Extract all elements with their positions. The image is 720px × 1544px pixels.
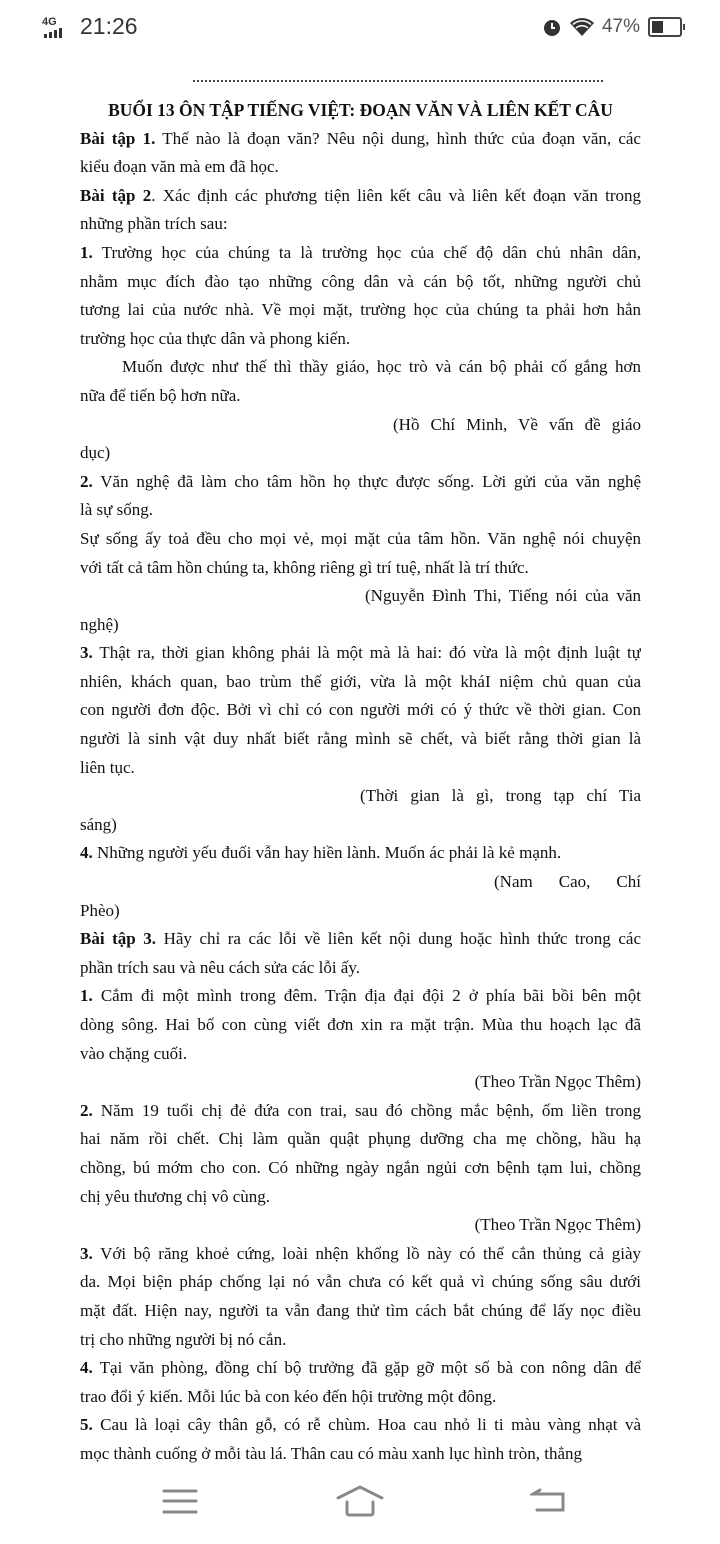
text-line — [80, 754, 641, 783]
signal-icon — [44, 28, 62, 38]
text-line — [80, 954, 641, 983]
text-line — [80, 1297, 641, 1326]
text-line — [80, 897, 641, 926]
text-line — [80, 1125, 641, 1154]
text-line — [80, 639, 641, 668]
line-text: Thật ra, thời gian không phải là một mà là hai: đó vừa là một định luật tự — [92, 643, 641, 663]
text-line — [80, 439, 641, 468]
line-text: với tất cả tâm hồn chúng ta, không riêng gì trí tuệ, nhất là trí thức. — [80, 557, 529, 577]
exercise-label: 5. — [80, 1415, 93, 1435]
text-line — [80, 1411, 641, 1440]
line-text: Muốn được như thế thì thầy giáo, học trò và cán bộ phải cố gắng hơn — [122, 357, 641, 377]
line-text: tương lai của nước nhà. Về mọi mặt, trường học của chúng ta phải hơn hẳn — [80, 300, 641, 320]
text-line — [80, 1268, 641, 1297]
line-text: Trường học của chúng ta là trường học của chế độ dân chủ nhân dân, — [92, 242, 641, 262]
line-text: Với bộ răng khoẻ cứng, loài nhện khổng lồ này có thể cắn thủng cả giày — [92, 1243, 641, 1263]
text-line — [80, 925, 641, 954]
line-text: Cắm đi một mình trong đêm. Trận địa đại đội 2 ở phía bãi bồi bên một — [92, 986, 641, 1006]
text-line — [80, 1068, 641, 1097]
exercise-label: 1. — [80, 986, 93, 1006]
text-line — [80, 839, 641, 868]
paragraph-para — [80, 239, 641, 353]
line-text: người là sinh vật duy nhất biết rằng mình sẽ chết, và biết rằng thời gian là — [80, 729, 641, 749]
line-text: trao đổi ý kiến. Mỗi lúc bà con kéo đến hội trường một đông. — [80, 1386, 497, 1406]
line-text: . Xác định các phương tiện liên kết câu và liên kết đoạn văn trong — [151, 185, 641, 205]
paragraph-para — [80, 1097, 641, 1211]
line-text: Phèo) — [80, 900, 120, 920]
text-line — [80, 582, 641, 611]
text-line — [80, 496, 641, 525]
home-icon[interactable] — [335, 1484, 385, 1518]
network-type: 4G — [42, 16, 57, 28]
paragraph-para — [80, 982, 641, 1068]
text-line — [80, 611, 641, 640]
line-text: (Thời gian là gì, trong tạp chí Tia — [360, 786, 641, 806]
text-line — [80, 525, 641, 554]
clock: 21:26 — [80, 13, 138, 39]
paragraph-cite — [80, 868, 641, 925]
paragraph-para — [80, 182, 641, 239]
text-line — [80, 153, 641, 182]
text-line — [80, 1383, 641, 1412]
paragraph-cite — [80, 411, 641, 468]
line-text: kiểu đoạn văn mà em đã học. — [80, 157, 279, 177]
exercise-label: 3. — [80, 1243, 93, 1263]
document-page — [80, 96, 641, 1469]
line-text: da. Mọi biện pháp chống lại nó vẫn chưa có kết quả vì chúng sống sâu dưới — [80, 1272, 641, 1292]
navigation-bar — [0, 1470, 720, 1544]
back-icon[interactable] — [530, 1486, 568, 1516]
line-text: Những người yếu đuối vẫn hay hiền lành. Muốn ác phải là kẻ mạnh. — [92, 843, 562, 863]
paragraph-indent — [80, 353, 641, 410]
line-text: (Nam Cao, Chí — [494, 872, 641, 892]
paragraph-para — [80, 1411, 641, 1468]
line-text: con người đơn độc. Bởi vì chỉ có con người mới có ý thức về thời gian. Con — [80, 700, 641, 720]
text-line — [80, 868, 641, 897]
wifi-icon — [570, 17, 594, 37]
line-text: (Theo Trần Ngọc Thêm) — [474, 1072, 641, 1092]
line-text: mọc thành cuống ở mỗi tàu lá. Thân cau có màu xanh lục hình tròn, thẳng — [80, 1443, 583, 1463]
text-line — [80, 182, 641, 211]
text-line — [80, 353, 641, 382]
line-text: nghệ) — [80, 614, 119, 634]
dotted-divider — [193, 80, 603, 82]
line-text: Sự sống ấy toả đều cho mọi vẻ, mọi mặt của tâm hồn. Văn nghệ nói chuyện — [80, 528, 641, 548]
document-body — [80, 125, 641, 1469]
document-title: BUỔI 13 ÔN TẬP TIẾNG VIỆT: ĐOẠN VĂN VÀ LIÊN KẾT CÂU — [108, 100, 613, 120]
line-text: Cau là loại cây thân gỗ, có rễ chùm. Hoa cau nhỏ li ti màu vàng nhạt và — [92, 1415, 641, 1435]
menu-icon[interactable] — [162, 1488, 198, 1516]
line-text: Hãy chỉ ra các lỗi về liên kết nội dung hoặc hình thức trong các — [156, 929, 641, 949]
text-line — [80, 1440, 641, 1469]
line-text: Tại văn phòng, đồng chí bộ trưởng đã gặp gỡ một số bà con nông dân để — [92, 1358, 641, 1378]
text-line — [80, 1011, 641, 1040]
alarm-icon — [542, 17, 562, 37]
paragraph-right — [80, 1068, 641, 1097]
text-line — [80, 1097, 641, 1126]
line-text: nhiên, khách quan, bao trùm thế giới, vừa là một kháI niệm chủ quan của — [80, 671, 641, 691]
paragraph-para — [80, 1354, 641, 1411]
paragraph-para — [80, 925, 641, 982]
line-text: trường học của thực dân và phong kiến. — [80, 328, 351, 348]
line-text: Năm 19 tuổi chị đẻ đứa con trai, sau đó chồng mắc bệnh, ốm liền trong — [92, 1100, 641, 1120]
text-line — [80, 1211, 641, 1240]
exercise-label: Bài tập 2 — [80, 185, 152, 205]
line-text: chị yêu thương chị vô cùng. — [80, 1186, 271, 1206]
text-line — [80, 1154, 641, 1183]
paragraph-para — [80, 1240, 641, 1354]
text-line — [80, 811, 641, 840]
line-text: vào chặng cuối. — [80, 1043, 188, 1063]
line-text: chồng, bú mớm cho con. Có những ngày ngắn ngủi cơn bệnh tạm lui, chồng — [80, 1157, 641, 1177]
line-text: dòng sông. Hai bố con cùng viết đơn xin ra mặt trận. Mùa thu hoạch lạc đã — [80, 1015, 641, 1034]
text-line — [80, 1240, 641, 1269]
line-text: mặt đất. Hiện nay, người ta vẫn đang thử tìm cách bắt chúng để lấy nọc điều — [80, 1300, 641, 1320]
text-line — [80, 554, 641, 583]
text-line — [80, 210, 641, 239]
text-line — [80, 382, 641, 411]
exercise-label: Bài tập 1. — [80, 128, 156, 148]
line-text: nhằm mục đích đào tạo những công dân và cán bộ tốt, những người chủ — [80, 271, 641, 291]
line-text: những phần trích sau: — [80, 214, 228, 234]
text-line — [80, 1040, 641, 1069]
line-text: dục) — [80, 443, 111, 463]
exercise-label: Bài tập 3. — [80, 929, 157, 949]
line-text: Văn nghệ đã làm cho tâm hồn họ thực được sống. Lời gửi của văn nghệ — [92, 471, 641, 491]
text-line — [80, 1354, 641, 1383]
text-line — [80, 296, 641, 325]
text-line — [80, 239, 641, 268]
line-text: là sự sống. — [80, 500, 153, 520]
text-line — [80, 411, 641, 440]
text-line — [80, 725, 641, 754]
text-line — [80, 125, 641, 154]
paragraph-para — [80, 468, 641, 525]
paragraph-para — [80, 639, 641, 782]
line-text: phần trích sau và nêu cách sửa các lỗi ấy. — [80, 957, 360, 977]
line-text: (Hồ Chí Minh, Về vấn đề giáo — [393, 414, 641, 434]
text-line — [80, 982, 641, 1011]
status-bar — [0, 0, 720, 56]
paragraph-cite — [80, 582, 641, 639]
exercise-label: 4. — [80, 1358, 93, 1378]
line-text: nữa để tiến bộ hơn nữa. — [80, 385, 241, 405]
battery-percent: 47% — [601, 16, 640, 37]
line-text: hai năm rồi chết. Chị làm quần quật phụng dưỡng cha mẹ chồng, hầu hạ — [80, 1129, 641, 1149]
text-line — [80, 468, 641, 497]
exercise-label: 4. — [80, 843, 93, 863]
paragraph-right — [80, 1211, 641, 1240]
text-line — [80, 668, 641, 697]
paragraph-cite — [80, 782, 641, 839]
line-text: (Theo Trần Ngọc Thêm) — [474, 1215, 641, 1235]
paragraph-para — [80, 125, 641, 182]
text-line — [80, 782, 641, 811]
exercise-label: 1. — [80, 242, 93, 262]
battery-icon — [648, 17, 682, 37]
line-text: liên tục. — [80, 757, 135, 777]
exercise-label: 2. — [80, 471, 93, 491]
line-text: Thế nào là đoạn văn? Nêu nội dung, hình thức của đoạn văn, các — [155, 128, 641, 148]
line-text: sáng) — [80, 814, 117, 834]
text-line — [80, 325, 641, 354]
exercise-label: 2. — [80, 1100, 93, 1120]
line-text: trị cho những người bị nó cắn. — [80, 1329, 287, 1349]
text-line — [80, 1326, 641, 1355]
paragraph-para — [80, 525, 641, 582]
line-text: (Nguyễn Đình Thi, Tiếng nói của văn — [365, 586, 641, 606]
text-line — [80, 1183, 641, 1212]
text-line — [80, 696, 641, 725]
exercise-label: 3. — [80, 643, 93, 663]
paragraph-para — [80, 839, 641, 868]
text-line — [80, 268, 641, 297]
